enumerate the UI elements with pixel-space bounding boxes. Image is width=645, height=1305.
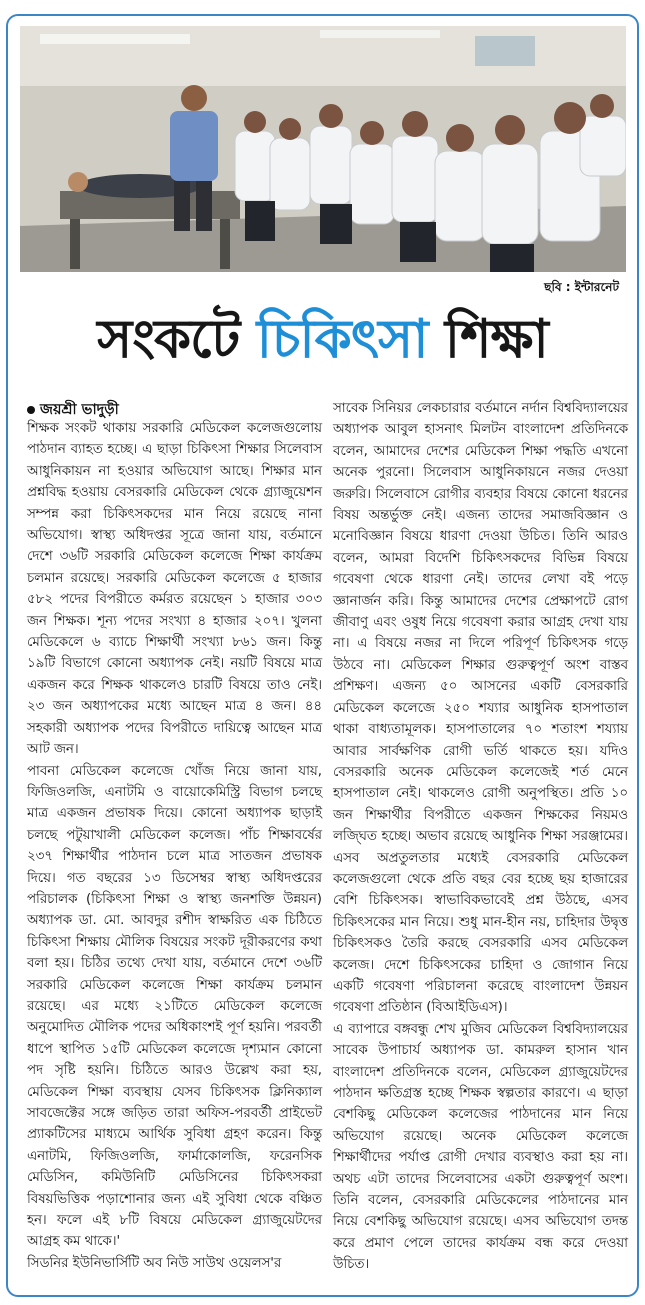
headline-word-1: সংকটে xyxy=(97,309,240,370)
left-column xyxy=(27,418,322,1274)
paragraph: পাবনা মেডিকেল কলেজে খোঁজ নিয়ে জানা যায়, ফিজিওলজি, এনাটমি ও বায়োকেমিস্ট্রি বিভাগ চলছে মাত্র একজন প্রভাষক দিয়ে। কোনো অধ্যাপক ছাড়াই চলছে পটুয়াখালী মেডিকেল কলেজ। পাঁচ শিক্ষাবর্ষের ২৩৭ শিক্ষার্থীর পাঠদান চলে মাত্র সাতজন প্রভাষক দিয়ে। গত বছরের ১৩ ডিসেম্বর স্বাস্থ্য অধিদপ্তরের পরিচালক (চিকিৎসা শিক্ষা ও স্বাস্থ্য জনশক্তি উন্নয়ন) অধ্যাপক ডা. মো. আবদুর রশীদ স্বাক্ষরিত এক চিঠিতে চিকিৎসা শিক্ষায় মৌলিক বিষয়ের সংকট দূরীকরণের কথা বলা হয়। চিঠির তথ্যে দেখা যায়, বর্তমানে দেশে ৩৬টি সরকারি মেডিকেল কলেজে শিক্ষা কার্যক্রম চলমান রয়েছে। এর মধ্যে ২১টিতে মেডিকেল কলেজে অনুমোদিত মৌলিক পদের অধিকাংশই পূর্ণ হয়নি। পরবর্তী ধাপে স্থাপিত ১৫টি মেডিকেল কলেজে দৃশ্যমান কোনো পদ সৃষ্টি হয়নি। চিঠিতে আরও উল্লেখ করা হয়, মেডিকেল শিক্ষা ব্যবস্থায় যেসব চিকিৎসক ক্লিনিক্যাল সাবজেক্টের সঙ্গে জড়িত তারা অফিস-পরবর্তী প্রাইভেট প্র্যাকটিসের মাধ্যমে আর্থিক সুবিধা গ্রহণ করেন। কিন্তু এনাটমি, ফিজিওলজি, ফার্মাকোলজি, ফরেনসিক মেডিসিন, কমিউনিটি মেডিসিনের চিকিৎসকরা বিষয়ভিত্তিক পড়াশোনার জন্য এই সুবিধা থেকে বঞ্চিত হন। ফলে এই ৮টি বিষয়ে মেডিকেল গ্র্যাজুয়েটদের আগ্রহ কম থাকে।' xyxy=(27,763,322,1250)
headline-word-3: শিক্ষা xyxy=(444,309,548,370)
photo-credit: ছবি : ইন্টারনেট xyxy=(544,280,619,294)
right-column xyxy=(333,398,628,1276)
paragraph: এ ব্যাপারে বঙ্গবন্ধু শেখ মুজিব মেডিকেল বিশ্ববিদ্যালয়ের সাবেক উপাচার্য অধ্যাপক ডা. কামরুল হাসান খান বাংলাদেশ প্রতিদিনকে বলেন, মেডিকেল গ্র্যাজুয়েটদের পাঠদান ক্ষতিগ্রস্ত হচ্ছে শিক্ষক স্বল্পতার কারণে। এ ছাড়া বেশকিছু মেডিকেল কলেজের পাঠদানের মান নিয়ে অভিযোগ রয়েছে। অনেক মেডিকেল কলেজে শিক্ষার্থীদের পর্যাপ্ত রোগী দেখার ব্যবস্থাও করা হয় না। অথচ এটা তাদের সিলেবাসের একটা গুরুত্বপূর্ণ অংশ। তিনি বলেন, বেসরকারি মেডিকেলের পাঠদানের মান নিয়ে বেশকিছু অভিযোগ রয়েছে। এসব অভিযোগ তদন্ত করে প্রমাণ পেলে তাদের কার্যক্রম বন্ধ করে দেওয়া উচিত। xyxy=(333,1021,628,1273)
paragraph: সাবেক সিনিয়র লেকচারার বর্তমানে নর্দান বিশ্ববিদ্যালয়ের অধ্যাপক আবুল হাসনাৎ মিলটন বাংলাদেশ প্রতিদিনকে বলেন, আমাদের দেশের মেডিকেল শিক্ষা পদ্ধতি এখনো অনেক পুরনো। সিলেবাস আধুনিকায়নে নজর দেওয়া জরুরি। সিলেবাসে রোগীর ব্যবহার বিষয়ে কোনো ধরনের বিষয় অন্তর্ভুক্ত নেই। এজন্য তাদের সমাজবিজ্ঞান ও মনোবিজ্ঞান বিষয়ে ধারণা দেওয়া উচিত। তিনি আরও বলেন, আমরা বিদেশি চিকিৎসকদের বিভিন্ন বিষয়ে গবেষণা থেকে ধারণা নেই। তাদের লেখা বই পড়ে জ্ঞানার্জন করি। কিন্তু আমাদের দেশের প্রেক্ষাপটে রোগ জীবাণু এবং ওষুধ নিয়ে গবেষণা করার আগ্রহ দেখা যায় না। এ বিষয়ে নজর না দিলে পরিপূর্ণ চিকিৎসক গড়ে উঠবে না। মেডিকেল শিক্ষার গুরুত্বপূর্ণ অংশ বাস্তব প্রশিক্ষণ। এজন্য ৫০ আসনের একটি বেসরকারি মেডিকেল কলেজে ২৫০ শয্যার আধুনিক হাসপাতাল থাকা বাধ্যতামূলক। হাসপাতালের ৭০ শতাংশ শয্যায় আবার সার্বক্ষণিক রোগী ভর্তি থাকতে হয়। যদিও বেসরকারি অনেক মেডিকেল কলেজেই শর্ত মেনে হাসপাতাল নেই। থাকলেও রোগী অনুপস্থিত। প্রতি ১০ জন শিক্ষার্থীর বিপরীতে একজন শিক্ষকের নিয়মও লজ্ঘিত হচ্ছে। অভাব রয়েছে আধুনিক শিক্ষা সরঞ্জামের। এসব অপ্রতুলতার মধ্যেই বেসরকারি মেডিকেল কলেজগুলো থেকে প্রতি বছর বের হচ্ছে ছয় হাজারের বেশি চিকিৎসক। স্বাভাবিকভাবেই প্রশ্ন উঠছে, এসব চিকিৎসকের মান নিয়ে। শুধু মান-হীন নয়, চাহিদার উদ্বৃত্ত চিকিৎসকও তৈরি করছে বেসরকারি এসব মেডিকেল কলেজ। দেশে চিকিৎসকের চাহিদা ও জোগান নিয়ে একটি গবেষণা পরিচালনা করেছে বাংলাদেশ উন্নয়ন গবেষণা প্রতিষ্ঠান (বিআইডিএস)। xyxy=(333,401,628,1016)
headline-word-2: চিকিৎসা xyxy=(256,309,428,370)
author-name: জয়শ্রী ভাদুড়ী xyxy=(40,402,119,418)
paragraph: সিডনির ইউনিভার্সিটি অব নিউ সাউথ ওয়েলস'র xyxy=(27,1255,282,1271)
classroom-photo-illustration xyxy=(20,26,626,272)
bullet-icon xyxy=(27,406,35,414)
paragraph: শিক্ষক সংকট থাকায় সরকারি মেডিকেল কলেজগুলোয় পাঠদান ব্যাহত হচ্ছে। এ ছাড়া চিকিৎসা শিক্ষার সিলেবাস আধুনিকায়ন না হওয়ার অভিযোগ আছে। শিক্ষার মান প্রশ্নবিদ্ধ হওয়ায় বেসরকারি মেডিকেল থেকে গ্র্যাজুয়েশন সম্পন্ন করা চিকিৎসকদের মান নিয়ে রয়েছে নানা অভিযোগ। স্বাস্থ্য অধিদপ্তর সূত্রে জানা যায়, বর্তমানে দেশে ৩৬টি সরকারি মেডিকেল কলেজে শিক্ষা কার্যক্রম চলমান রয়েছে। সরকারি মেডিকেল কলেজে ৫ হাজার ৫৮২ পদের বিপরীতে কর্মরত রয়েছেন ১ হাজার ৩০৩ জন শিক্ষক। শূন্য পদের সংখ্যা ৪ হাজার ২০৭। খুলনা মেডিকেলে ৬ ব্যাচে শিক্ষার্থী সংখ্যা ৮৬১ জন। কিন্তু ১৯টি বিভাগে কোনো অধ্যাপক নেই। নয়টি বিষয়ে মাত্র একজন করে শিক্ষক থাকলেও চারটি বিষয়ে তাও নেই। ২৩ জন অধ্যাপকের মধ্যে আছেন মাত্র ৪ জন। ৪৪ সহকারী অধ্যাপক পদের বিপরীতে দায়িত্বে আছেন মাত্র আট জন। xyxy=(27,421,322,758)
article-photo xyxy=(20,26,626,272)
article-headline xyxy=(0,300,645,380)
